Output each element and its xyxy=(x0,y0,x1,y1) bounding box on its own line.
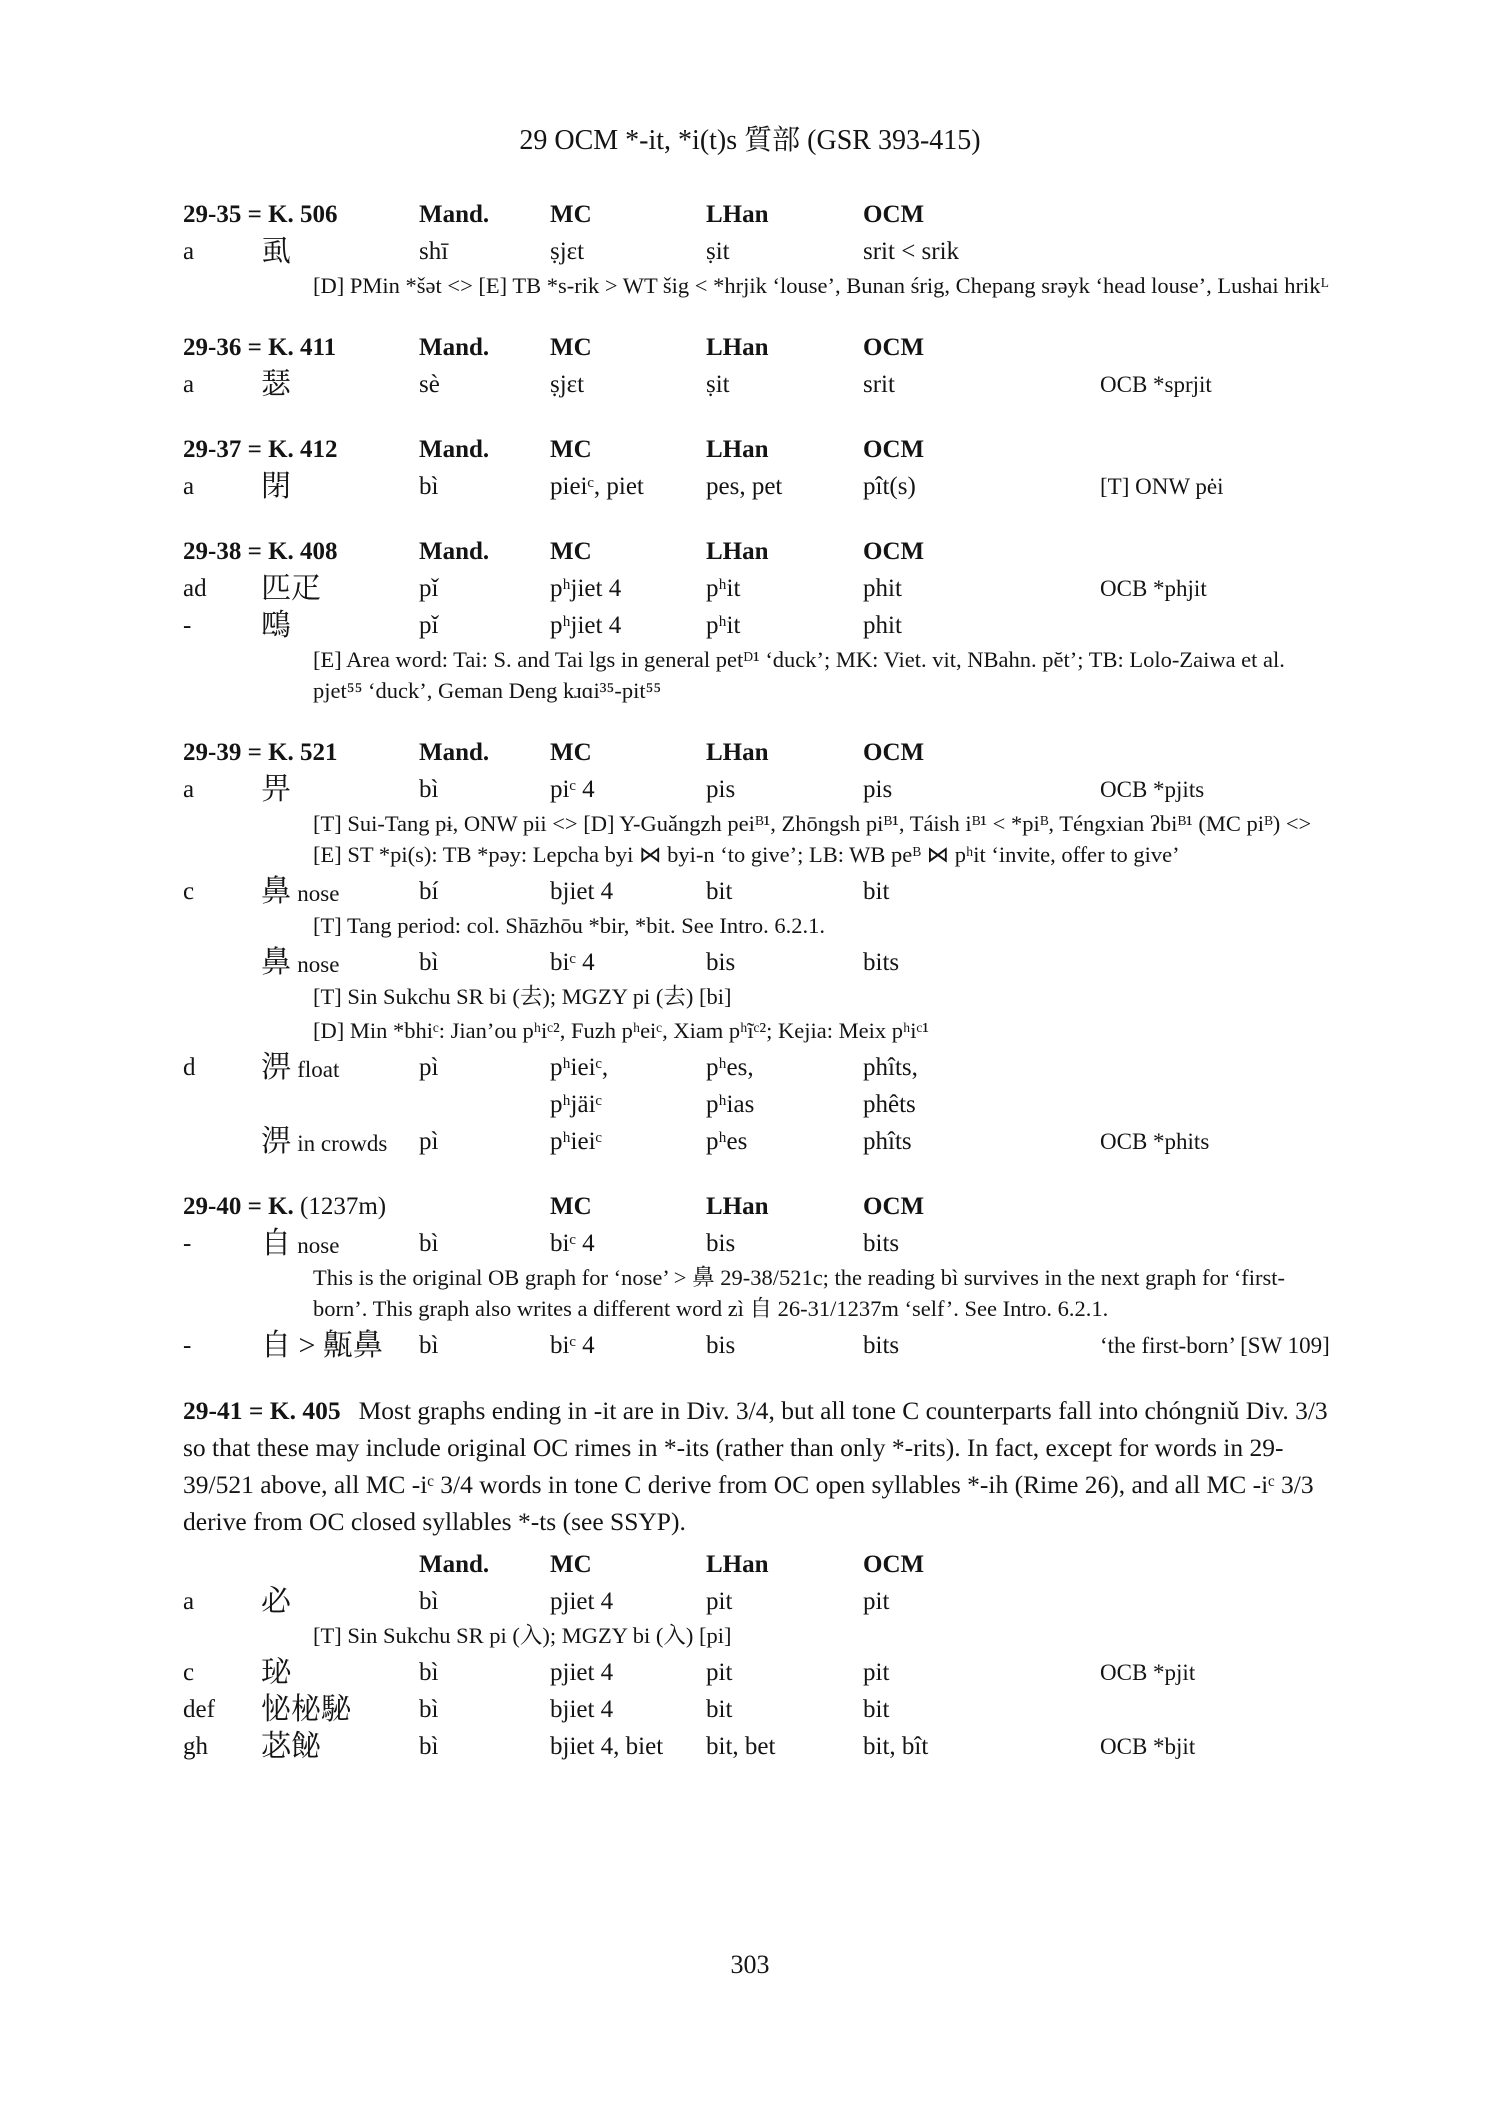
col-mand: Mand. xyxy=(419,1551,490,1578)
row-mc: bjiet 4 xyxy=(550,878,614,905)
row-mand: pì xyxy=(419,1128,439,1155)
row-mand: bí xyxy=(419,878,439,905)
entry-row xyxy=(183,771,1333,808)
col-mc: MC xyxy=(550,334,592,361)
graph-gloss: nose xyxy=(297,952,340,977)
row-mc: biᶜ 4 xyxy=(550,1230,595,1257)
graph-char: 必 xyxy=(261,1585,291,1618)
entry-29-41 xyxy=(183,1392,1333,1765)
row-mand: bì xyxy=(419,1588,439,1615)
row-lhan: pes, pet xyxy=(706,473,783,500)
entry-id: 29-35 = K. 506 xyxy=(183,201,338,228)
graph-char: 虱 xyxy=(261,235,291,268)
row-mand: pì xyxy=(419,1054,439,1081)
row-ocm: bit xyxy=(863,878,890,905)
row-mand: bì xyxy=(419,1733,439,1760)
row-label: def xyxy=(183,1696,215,1723)
row-lhan: pit xyxy=(706,1659,733,1686)
graph-char: 閉 xyxy=(261,470,291,503)
row-lhan: pʰit xyxy=(706,612,741,639)
row-ocm: pit xyxy=(863,1659,890,1686)
row-graph xyxy=(261,1327,383,1366)
entry-header xyxy=(183,431,1333,468)
row-label: - xyxy=(183,612,192,639)
col-ocm: OCM xyxy=(863,1193,925,1220)
entry-row xyxy=(183,1049,1333,1086)
row-note: OCB *pjits xyxy=(1100,777,1205,802)
graph-char: 匹疋 xyxy=(261,572,321,605)
row-label: a xyxy=(183,1588,195,1615)
row-graph xyxy=(261,944,339,983)
row-mc: ṣjɛt xyxy=(550,371,585,398)
row-graph xyxy=(261,1049,339,1088)
row-graph xyxy=(261,607,291,646)
entry-row xyxy=(183,366,1333,403)
row-mc: pʰieiᶜ, xyxy=(550,1054,609,1081)
entry-29-38 xyxy=(183,533,1333,706)
row-graph xyxy=(261,366,291,405)
entry-row xyxy=(183,1691,1333,1728)
row-mc: piᶜ 4 xyxy=(550,776,595,803)
row-mc: ṣjɛt xyxy=(550,238,585,265)
row-mc: pieiᶜ, piet xyxy=(550,473,644,500)
entry-detail: [D] PMin *šət <> [E] TB *s-rik > WT šig < *hrjik ‘louse’, Bunan śrig, Chepang srəyk ‘head louse’, Lushai hrikᴸ xyxy=(313,273,1329,298)
entry-29-35 xyxy=(183,196,1333,301)
row-graph xyxy=(261,873,339,912)
col-lhan: LHan xyxy=(706,538,769,565)
entry-header xyxy=(183,533,1333,570)
row-mc: pʰjiet 4 xyxy=(550,575,622,602)
entry-ref: (1237m) xyxy=(300,1193,387,1220)
graph-char: 畀 xyxy=(261,773,291,806)
row-lhan: pʰit xyxy=(706,575,741,602)
row-mand: bì xyxy=(419,1696,439,1723)
col-lhan: LHan xyxy=(706,1551,769,1578)
entry-29-40 xyxy=(183,1188,1333,1364)
entry-29-36 xyxy=(183,329,1333,403)
entry-29-37 xyxy=(183,431,1333,505)
row-mc: pʰjiet 4 xyxy=(550,612,622,639)
row-note: OCB *pjit xyxy=(1100,1660,1196,1685)
row-ocm: pis xyxy=(863,776,893,803)
entry-paragraph-text: Most graphs ending in -it are in Div. 3/4, but all tone C counterparts fall into chóngniǔ Div. 3/3 so that these may include original OC rimes in *-its (rather than only *-rits). In fact, except for words in 29-39/521 above, all MC -iᶜ 3/4 words in tone C derive from OC open syllables *-ih (Rime 26), and all MC -iᶜ 3/3 derive from OC closed syllables *-ts (see SSYP). xyxy=(183,1396,1328,1536)
row-note: ‘the first-born’ [SW 109] xyxy=(1100,1333,1330,1358)
row-mand: bì xyxy=(419,473,439,500)
row-ocm: pît(s) xyxy=(863,473,916,500)
row-label: gh xyxy=(183,1733,208,1760)
row-mc: biᶜ 4 xyxy=(550,1332,595,1359)
row-mand: bì xyxy=(419,776,439,803)
entry-row xyxy=(183,1086,1333,1123)
graph-char: 怭柲駜 xyxy=(261,1693,351,1726)
row-lhan: bis xyxy=(706,949,736,976)
row-ocm: phêts xyxy=(863,1091,916,1118)
row-mc: bjiet 4 xyxy=(550,1696,614,1723)
row-ocm: bits xyxy=(863,949,900,976)
row-ocm: srit < srik xyxy=(863,238,960,265)
col-ocm: OCM xyxy=(863,739,925,766)
col-ocm: OCM xyxy=(863,1551,925,1578)
graph-char: 鼻 xyxy=(261,875,291,908)
entry-row xyxy=(183,1654,1333,1691)
row-graph xyxy=(261,233,291,272)
graph-char: 苾飶 xyxy=(261,1730,321,1763)
graph-char: 瑟 xyxy=(261,368,291,401)
col-lhan: LHan xyxy=(706,201,769,228)
row-mand: pǐ xyxy=(419,575,439,602)
row-lhan: bit, bet xyxy=(706,1733,776,1760)
row-label: a xyxy=(183,238,195,265)
entry-detail: [T] Sin Sukchu SR pi (入); MGZY bi (入) [pi] xyxy=(313,1623,732,1648)
entry-header xyxy=(183,196,1333,233)
row-lhan: bit xyxy=(706,878,733,905)
row-graph xyxy=(261,1225,339,1264)
row-graph xyxy=(261,1583,291,1622)
row-graph xyxy=(261,1654,291,1693)
row-mc: bjiet 4, biet xyxy=(550,1733,664,1760)
entry-id: 29-38 = K. 408 xyxy=(183,538,338,565)
entry-id: 29-37 = K. 412 xyxy=(183,436,338,463)
row-mand: shī xyxy=(419,238,449,265)
entry-detail: [T] Sin Sukchu SR bi (去); MGZY pi (去) [bi] xyxy=(313,984,732,1009)
entry-29-39 xyxy=(183,734,1333,1160)
row-ocm: bit, bît xyxy=(863,1733,929,1760)
graph-char: 自 > 齀鼻 xyxy=(261,1329,383,1362)
row-mc: pʰieiᶜ xyxy=(550,1128,602,1155)
row-lhan: pʰes, xyxy=(706,1054,754,1081)
col-lhan: LHan xyxy=(706,436,769,463)
row-mand: bì xyxy=(419,1659,439,1686)
row-graph xyxy=(261,1728,321,1767)
row-lhan: bis xyxy=(706,1230,736,1257)
row-ocm: srit xyxy=(863,371,895,398)
col-mand: Mand. xyxy=(419,739,490,766)
row-mc: pjiet 4 xyxy=(550,1588,614,1615)
row-graph xyxy=(261,1123,387,1162)
entry-id: 29-36 = K. 411 xyxy=(183,334,337,361)
row-ocm: phîts xyxy=(863,1128,912,1155)
col-lhan: LHan xyxy=(706,1193,769,1220)
entry-row xyxy=(183,570,1333,607)
entry-row xyxy=(183,468,1333,505)
entry-row xyxy=(183,1728,1333,1765)
row-mc: pjiet 4 xyxy=(550,1659,614,1686)
page-content xyxy=(183,196,1333,1793)
graph-char: 淠 xyxy=(261,1125,291,1158)
row-mand: bì xyxy=(419,1230,439,1257)
row-label: a xyxy=(183,776,195,803)
entry-header xyxy=(183,1188,1333,1225)
row-ocm: phîts, xyxy=(863,1054,918,1081)
row-note: OCB *phjit xyxy=(1100,576,1207,601)
col-ocm: OCM xyxy=(863,538,925,565)
col-mc: MC xyxy=(550,538,592,565)
row-lhan: ṣit xyxy=(706,371,730,398)
col-mand: Mand. xyxy=(419,538,490,565)
entry-row xyxy=(183,873,1333,910)
graph-gloss: in crowds xyxy=(297,1131,388,1156)
graph-char: 淠 xyxy=(261,1051,291,1084)
entry-header xyxy=(183,329,1333,366)
entry-row xyxy=(183,1123,1333,1160)
row-note: OCB *sprjit xyxy=(1100,372,1212,397)
entry-row xyxy=(183,1225,1333,1262)
row-label: - xyxy=(183,1230,192,1257)
row-mand: bì xyxy=(419,949,439,976)
row-label: a xyxy=(183,473,195,500)
graph-char: 珌 xyxy=(261,1656,291,1689)
entry-row xyxy=(183,1327,1333,1364)
row-ocm: phit xyxy=(863,612,902,639)
row-label: d xyxy=(183,1054,196,1081)
row-ocm: bit xyxy=(863,1696,890,1723)
col-mc: MC xyxy=(550,1193,592,1220)
entry-detail: [D] Min *bhiᶜ: Jian’ou pʰiᶜ², Fuzh pʰeiᶜ, Xiam pʰĩᶜ²; Kejia: Meix pʰiᶜ¹ xyxy=(313,1018,929,1043)
graph-gloss: nose xyxy=(297,881,340,906)
row-graph xyxy=(261,570,321,609)
entry-row xyxy=(183,607,1333,644)
row-note: OCB *bjit xyxy=(1100,1734,1196,1759)
entry-detail: This is the original OB graph for ‘nose’ > 鼻 29-38/521c; the reading bì survives in the next graph for ‘first-born’. This graph also writes a different word zì 自 26-31/1237m ‘self’. See Intro. 6.2.1. xyxy=(313,1265,1286,1321)
col-mand: Mand. xyxy=(419,436,490,463)
col-mc: MC xyxy=(550,201,592,228)
row-label: c xyxy=(183,1659,195,1686)
graph-char: 鼻 xyxy=(261,946,291,979)
row-label: - xyxy=(183,1332,192,1359)
col-mand: Mand. xyxy=(419,334,490,361)
row-mand: sè xyxy=(419,371,440,398)
row-lhan: bit xyxy=(706,1696,733,1723)
entry-detail: [E] Area word: Tai: S. and Tai lgs in general petᴰ¹ ‘duck’; MK: Viet. vit, NBahn. pĕt’; TB: Lolo-Zaiwa et al. pjet⁵⁵ ‘duck’, Geman Deng kɹɑi³⁵-pit⁵⁵ xyxy=(313,647,1285,703)
entry-id xyxy=(183,1188,386,1225)
row-ocm: bits xyxy=(863,1332,900,1359)
row-mand: pǐ xyxy=(419,612,439,639)
row-graph xyxy=(261,771,291,810)
entry-row xyxy=(183,944,1333,981)
row-lhan: pʰias xyxy=(706,1091,755,1118)
col-lhan: LHan xyxy=(706,334,769,361)
col-mc: MC xyxy=(550,1551,592,1578)
entry-id: 29-41 = K. 405 xyxy=(183,1396,341,1425)
row-label: c xyxy=(183,878,195,905)
col-ocm: OCM xyxy=(863,201,925,228)
row-mc: pʰjäiᶜ xyxy=(550,1091,602,1118)
graph-char: 自 xyxy=(261,1227,291,1260)
row-lhan: pʰes xyxy=(706,1128,748,1155)
entry-id: 29-39 = K. 521 xyxy=(183,739,338,766)
row-note: OCB *phits xyxy=(1100,1129,1210,1154)
graph-char: 鴄 xyxy=(261,609,291,642)
row-mand: bì xyxy=(419,1332,439,1359)
row-note: [T] ONW pėi xyxy=(1100,474,1224,499)
row-graph xyxy=(261,1691,351,1730)
row-lhan: pit xyxy=(706,1588,733,1615)
row-ocm: phit xyxy=(863,575,902,602)
page-number: 303 xyxy=(730,1950,770,1979)
entry-paragraph xyxy=(183,1392,1333,1540)
row-lhan: pis xyxy=(706,776,736,803)
entry-id-text: 29-40 = K. xyxy=(183,1193,294,1220)
col-lhan: LHan xyxy=(706,739,769,766)
entry-detail: [T] Sui-Tang pɨ, ONW pii <> [D] Y-Guǎngzh peiᴮ¹, Zhōngsh piᴮ¹, Táish iᴮ¹ < *piᴮ, Téngxian ʔbiᴮ¹ (MC piᴮ) <> [E] ST *pi(s): TB *pəy: Lepcha byi ⋈ byi-n ‘to give’; LB: WB peᴮ ⋈ pʰit ‘invite, offer to give’ xyxy=(313,811,1312,867)
row-label: a xyxy=(183,371,195,398)
col-ocm: OCM xyxy=(863,334,925,361)
row-ocm: bits xyxy=(863,1230,900,1257)
row-lhan: bis xyxy=(706,1332,736,1359)
row-lhan: ṣit xyxy=(706,238,730,265)
col-mc: MC xyxy=(550,436,592,463)
row-ocm: pit xyxy=(863,1588,890,1615)
col-mc: MC xyxy=(550,739,592,766)
entry-header xyxy=(183,1546,1333,1583)
row-label: ad xyxy=(183,575,207,602)
page-header: 29 OCM *-it, *i(t)s 質部 (GSR 393-415) xyxy=(519,125,981,156)
graph-gloss: nose xyxy=(297,1233,340,1258)
graph-gloss: float xyxy=(297,1057,340,1082)
col-mand: Mand. xyxy=(419,201,490,228)
entry-header xyxy=(183,734,1333,771)
row-mc: biᶜ 4 xyxy=(550,949,595,976)
entry-detail: [T] Tang period: col. Shāzhōu *bir, *bit. See Intro. 6.2.1. xyxy=(313,913,826,938)
entry-row xyxy=(183,233,1333,270)
row-graph xyxy=(261,468,291,507)
col-ocm: OCM xyxy=(863,436,925,463)
entry-row xyxy=(183,1583,1333,1620)
